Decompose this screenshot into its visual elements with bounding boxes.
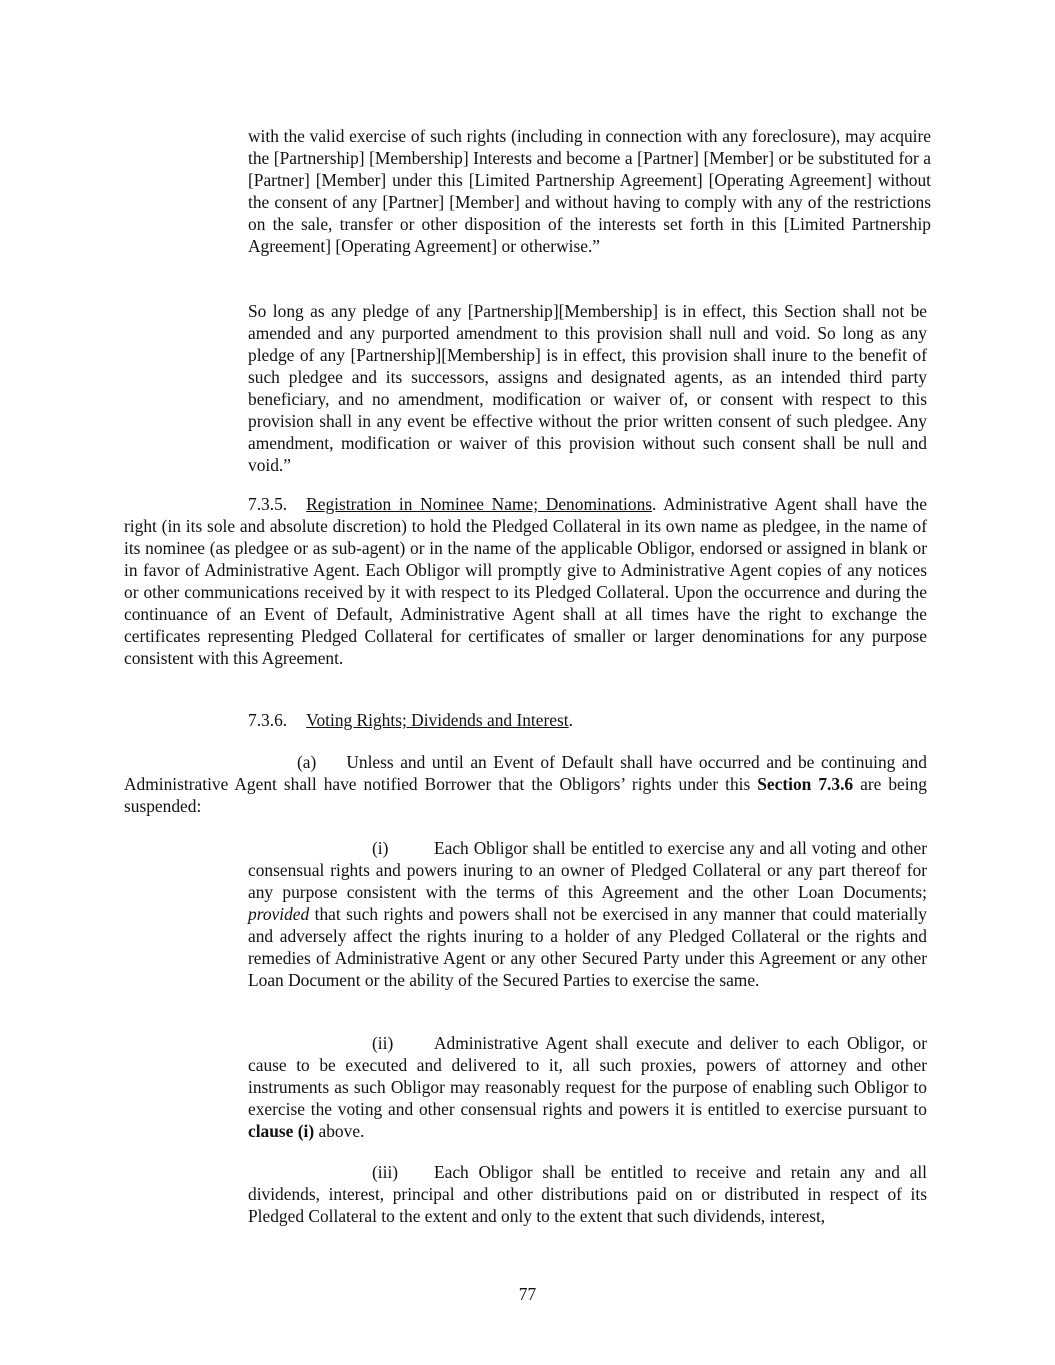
section-7-3-6-number: 7.3.6. xyxy=(248,710,288,730)
section-7-3-6-heading-line xyxy=(248,709,927,731)
section-7-3-5-heading-end: . xyxy=(652,494,657,514)
section-7-3-5-paragraph xyxy=(124,493,927,669)
section-7-3-6-heading-end: . xyxy=(568,710,573,730)
clause-iii-paragraph xyxy=(248,1161,927,1227)
clause-i-label: (i) xyxy=(372,838,389,858)
paragraph-a-text-after: are being suspended: xyxy=(124,774,927,816)
clause-iii-label: (iii) xyxy=(372,1162,399,1182)
clause-i-text-before: Each Obligor shall be entitled to exercise any and all voting and other consensual rights and powers inuring to an owner of Pledged Collateral or any part thereof for any purpose consistent with the terms of this Agreement and the other Loan Documents; xyxy=(248,838,927,902)
section-7-3-5-number: 7.3.5. xyxy=(248,494,288,514)
section-7-3-5-body: Administrative Agent shall have the right (in its sole and absolute discretion) to hold the Pledged Collateral in its own name as pledgee, in the name of its nominee (as pledgee or as sub-agent) or in the name of the applicable Obligor, endorsed or assigned in blank or in favor of Administrative Agent. Each Obligor will promptly give to Administrative Agent copies of any notices or other communications received by it with respect to its Pledged Collateral. Upon the occurrence and during the continuance of an Event of Default, Administrative Agent shall at all times have the right to exchange the certificates representing Pledged Collateral for certificates of smaller or larger denominations for any purpose consistent with this Agreement. xyxy=(124,494,927,668)
paragraph-a xyxy=(124,751,927,817)
clause-ii-paragraph xyxy=(248,1032,927,1142)
quote-second-text: So long as any pledge of any [Partnership][Membership] is in effect, this Section shall not be amended and any purported amendment to this provision shall null and void. So long as any pledge of any [Partnership][Membership] is in effect, this provision shall inure to the benefit of such pledgee and its successors, assigns and designated agents, as an intended third party beneficiary, and no amendment, modification or waiver of, or consent with respect to this provision shall in any event be effective without the prior written consent of such pledgee. Any amendment, modification or waiver of this provision without such consent shall be null and void.” xyxy=(248,301,927,475)
quote-continuation-text: with the valid exercise of such rights (including in connection with any foreclosure), may acquire the [Partnership] [Membership] Interests and become a [Partner] [Member] or be substituted for a [Partner] [Member] under this [Limited Partnership Agreement] [Operating Agreement] without the consent of any [Partner] [Member] and without having to comply with any of the restrictions on the sale, transfer or other disposition of the interests set forth in this [Limited Partnership Agreement] [Operating Agreement] or otherwise.” xyxy=(248,126,931,256)
quote-second-paragraph xyxy=(248,300,927,476)
section-7-3-5-heading: Registration in Nominee Name; Denominations xyxy=(306,494,653,514)
paragraph-a-text-before: Unless and until an Event of Default shall have occurred and be continuing and Administrative Agent shall have notified Borrower that the Obligors’ rights under this xyxy=(124,752,927,794)
clause-ii-text-before: Administrative Agent shall execute and deliver to each Obligor, or cause to be executed and delivered to it, all such proxies, powers of attorney and other instruments as such Obligor may reasonably request for the purpose of enabling such Obligor to exercise the voting and other consensual rights and powers it is entitled to exercise pursuant to xyxy=(248,1033,927,1119)
clause-i-paragraph xyxy=(248,837,927,991)
paragraph-a-label: (a) xyxy=(297,752,317,772)
clause-i-italic: provided xyxy=(248,904,310,924)
clause-ii-ref: clause (i) xyxy=(248,1121,315,1141)
clause-iii-text: Each Obligor shall be entitled to receive and retain any and all dividends, interest, principal and other distributions paid on or distributed in respect of its Pledged Collateral to the extent and only to the extent that such dividends, interest, xyxy=(248,1162,927,1226)
section-7-3-6-heading: Voting Rights; Dividends and Interest xyxy=(306,710,569,730)
clause-i-text-after: that such rights and powers shall not be exercised in any manner that could materially and adversely affect the rights inuring to a holder of any Pledged Collateral or the rights and remedies of Administrative Agent or any other Secured Party under this Agreement or any other Loan Document or the ability of the Secured Parties to exercise the same. xyxy=(248,904,927,990)
quote-continuation-paragraph xyxy=(248,125,931,257)
clause-ii-label: (ii) xyxy=(372,1033,394,1053)
clause-ii-text-after: above. xyxy=(314,1121,365,1141)
paragraph-a-section-ref: Section 7.3.6 xyxy=(757,774,854,794)
page-number: 77 xyxy=(518,1284,537,1304)
